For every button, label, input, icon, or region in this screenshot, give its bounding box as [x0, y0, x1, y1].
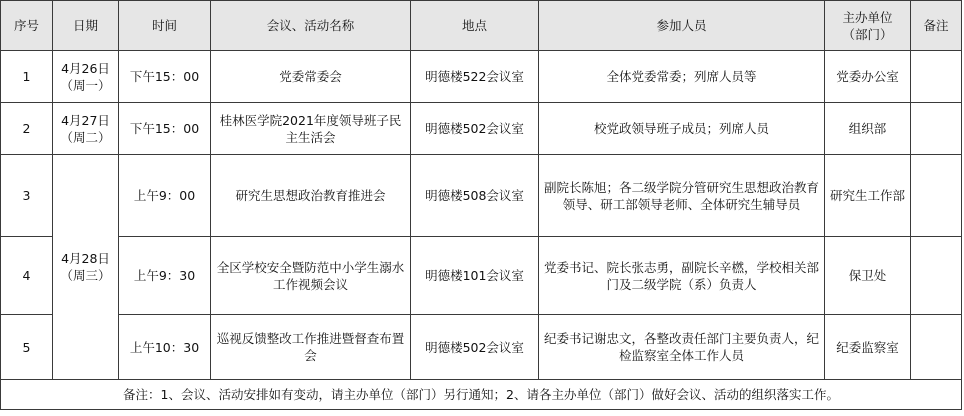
header-host-line1: 主办单位 — [842, 9, 893, 25]
table-row — [1, 237, 962, 315]
header-attendees: 参加人员 — [539, 1, 825, 51]
cell-host: 纪委监察室 — [825, 315, 911, 380]
date-line2: （周一） — [60, 77, 111, 93]
header-host — [825, 1, 911, 51]
cell-attendees: 全体党委常委；列席人员等 — [539, 51, 825, 103]
cell-host: 研究生工作部 — [825, 155, 911, 237]
cell-name: 巡视反馈整改工作推进暨督查布置会 — [211, 315, 411, 380]
cell-place: 明德楼502会议室 — [411, 315, 539, 380]
note-row — [1, 380, 962, 410]
date-line2: （周二） — [60, 129, 111, 145]
cell-remark — [911, 237, 962, 315]
cell-place: 明德楼101会议室 — [411, 237, 539, 315]
table-row — [1, 315, 962, 380]
cell-host: 保卫处 — [825, 237, 911, 315]
cell-seq: 3 — [1, 155, 53, 237]
header-name: 会议、活动名称 — [211, 1, 411, 51]
cell-attendees: 纪委书记谢忠文，各整改责任部门主要负责人，纪检监察室全体工作人员 — [539, 315, 825, 380]
cell-remark — [911, 51, 962, 103]
note-text: 备注：1、会议、活动安排如有变动，请主办单位（部门）另行通知；2、请各主办单位（部门）做好会议、活动的组织落实工作。 — [1, 380, 962, 410]
cell-seq: 2 — [1, 103, 53, 155]
date-line2: （周三） — [60, 268, 111, 283]
table-row — [1, 103, 962, 155]
header-place: 地点 — [411, 1, 539, 51]
cell-name: 桂林医学院2021年度领导班子民主生活会 — [211, 103, 411, 155]
cell-seq: 1 — [1, 51, 53, 103]
cell-place: 明德楼502会议室 — [411, 103, 539, 155]
cell-time: 上午9：30 — [119, 237, 211, 315]
cell-date — [53, 103, 119, 155]
table-header-row — [1, 1, 962, 51]
table-row — [1, 51, 962, 103]
date-line1: 4月26日 — [61, 60, 110, 76]
cell-date — [53, 155, 119, 380]
cell-time: 上午10：30 — [119, 315, 211, 380]
date-line1: 4月28日 — [61, 251, 110, 266]
header-date: 日期 — [53, 1, 119, 51]
cell-seq: 4 — [1, 237, 53, 315]
cell-remark — [911, 155, 962, 237]
cell-host: 组织部 — [825, 103, 911, 155]
cell-name: 全区学校安全暨防范中小学生溺水工作视频会议 — [211, 237, 411, 315]
cell-time: 下午15：00 — [119, 103, 211, 155]
cell-host: 党委办公室 — [825, 51, 911, 103]
cell-attendees: 副院长陈旭；各二级学院分管研究生思想政治教育领导、研工部领导老师、全体研究生辅导员 — [539, 155, 825, 237]
cell-remark — [911, 103, 962, 155]
cell-time: 上午9：00 — [119, 155, 211, 237]
header-time: 时间 — [119, 1, 211, 51]
date-line1: 4月27日 — [61, 112, 110, 128]
cell-date — [53, 51, 119, 103]
table-row — [1, 155, 962, 237]
cell-seq: 5 — [1, 315, 53, 380]
cell-time: 下午15：00 — [119, 51, 211, 103]
cell-remark — [911, 315, 962, 380]
cell-name: 党委常委会 — [211, 51, 411, 103]
header-remark: 备注 — [911, 1, 962, 51]
cell-attendees: 校党政领导班子成员；列席人员 — [539, 103, 825, 155]
cell-place: 明德楼508会议室 — [411, 155, 539, 237]
cell-name: 研究生思想政治教育推进会 — [211, 155, 411, 237]
header-host-line2: （部门） — [842, 26, 893, 42]
cell-attendees: 党委书记、院长张志勇，副院长辛橪，学校相关部门及二级学院（系）负责人 — [539, 237, 825, 315]
cell-place: 明德楼522会议室 — [411, 51, 539, 103]
header-seq: 序号 — [1, 1, 53, 51]
